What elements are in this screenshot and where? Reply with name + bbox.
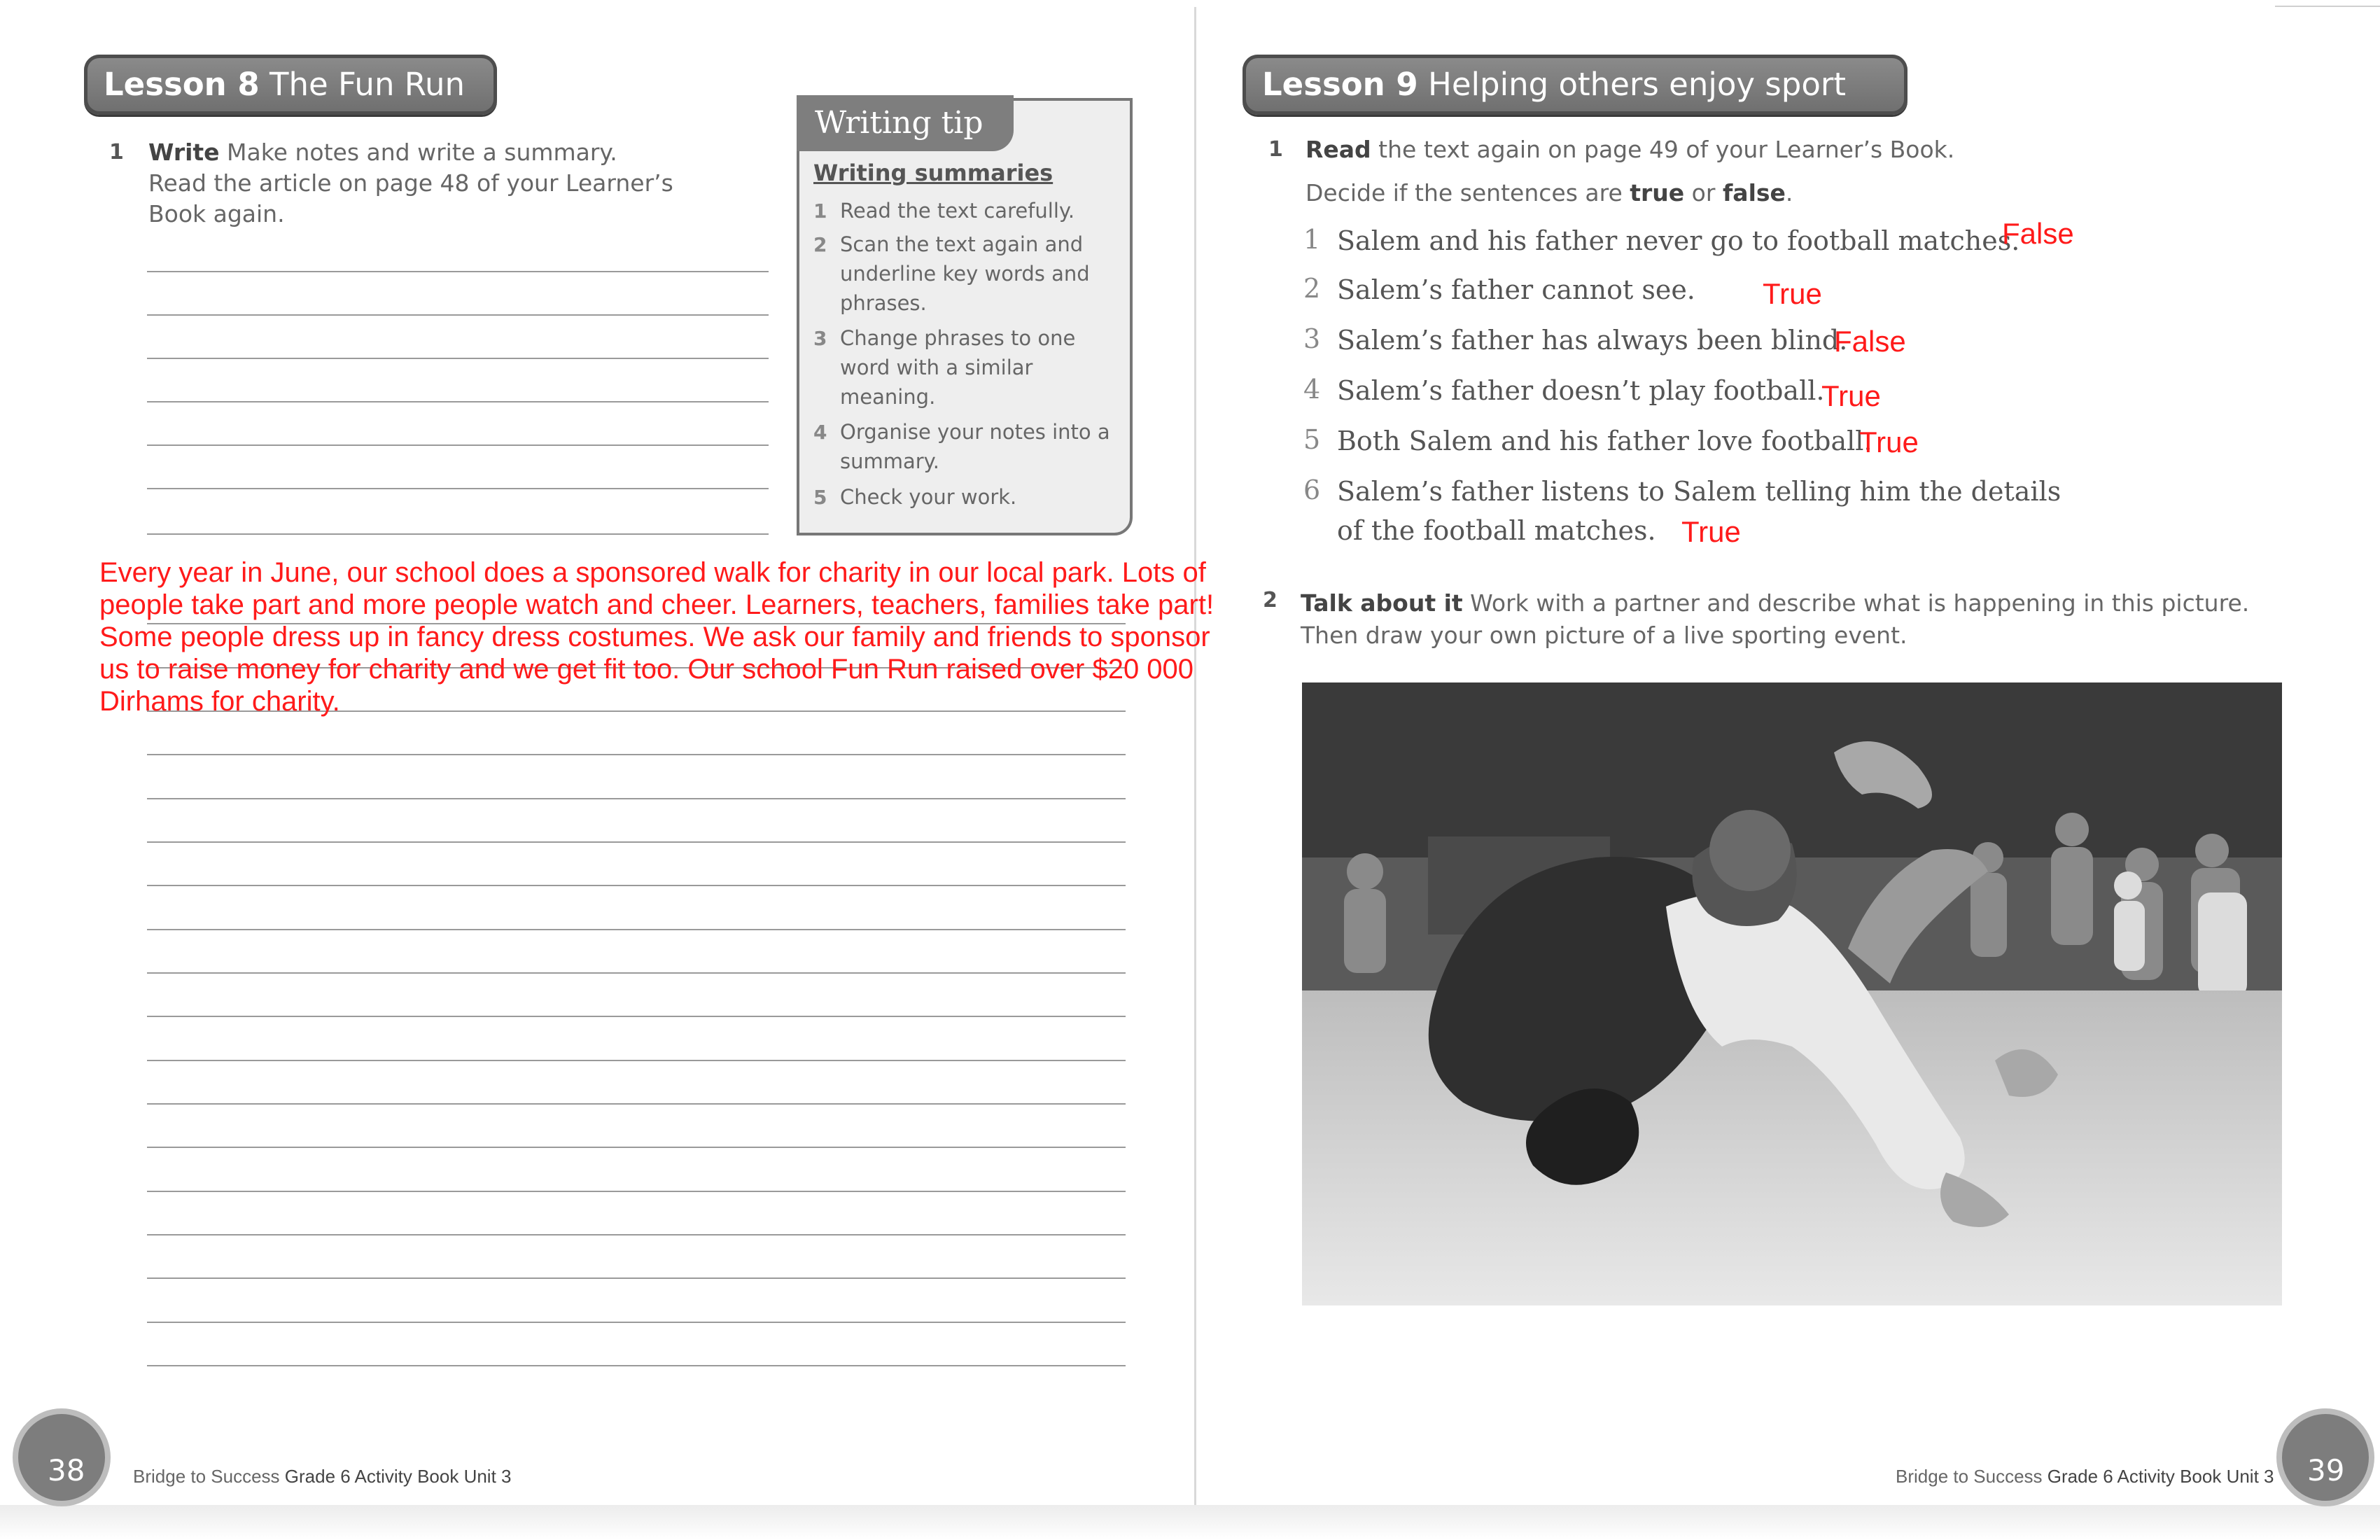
sentence-number: 1 <box>1303 224 1321 255</box>
lesson-label: Lesson 8 <box>104 66 260 103</box>
writing-line <box>147 929 1126 930</box>
sentence-text: Salem’s father has always been blind. <box>1337 325 1848 356</box>
sentence-number: 3 <box>1303 323 1321 354</box>
instruction-or: or <box>1684 179 1723 206</box>
sentence-text: Salem and his father never go to football matches. <box>1337 225 2020 256</box>
top-edge-rule <box>2275 6 2380 7</box>
tip-step-number: 1 <box>813 200 827 223</box>
exercise-number: 1 <box>109 140 124 164</box>
page-footer <box>133 1466 512 1488</box>
instruction-line-1: Make notes and write a summary. <box>219 139 617 166</box>
lesson-9-banner <box>1242 55 1907 115</box>
writing-line <box>147 754 1126 755</box>
writing-line <box>147 1322 1126 1323</box>
exercise-1-instructions <box>148 137 778 230</box>
writing-line <box>147 1147 1126 1148</box>
answer-mark: True <box>1859 426 1919 458</box>
sentence-text: Salem’s father doesn’t play football. <box>1337 375 1825 406</box>
sentence-text: Salem’s father cannot see. <box>1337 274 1695 305</box>
footer-unit: Grade 6 Activity Book Unit 3 <box>2047 1466 2274 1487</box>
sentence-number: 5 <box>1303 424 1321 455</box>
tip-step-text: Change phrases to one word with a similar meaning. <box>840 326 1076 409</box>
tip-step-number: 4 <box>813 421 827 444</box>
exercise-verb: Talk about it <box>1301 589 1463 617</box>
writing-line <box>147 1016 1126 1017</box>
writing-line <box>147 1234 1126 1236</box>
lesson-title: The Fun Run <box>270 66 465 103</box>
sentence-text-continued: of the football matches. <box>1337 515 1656 546</box>
page-bottom-shadow <box>0 1505 2380 1540</box>
tip-step-number: 2 <box>813 233 827 256</box>
writing-line <box>147 358 769 359</box>
writing-line <box>147 1278 1126 1279</box>
answer-mark: True <box>1763 277 1822 310</box>
writing-tip-subtitle: Writing summaries <box>813 160 1054 186</box>
writing-line <box>147 444 769 446</box>
instruction-text: the text again on page 49 of your Learner’s Book. <box>1371 136 1955 163</box>
lesson-label: Lesson 9 <box>1262 66 1418 103</box>
writing-line <box>147 1060 1126 1061</box>
instruction-line-2: Read the article on page 48 of your Learner’s <box>148 169 673 197</box>
answer-mark: True <box>1681 515 1741 548</box>
judo-photo-illustration <box>1302 682 2282 1306</box>
instruction-line-3: Book again. <box>148 200 285 227</box>
writing-line <box>147 271 769 272</box>
sentence-number: 6 <box>1303 475 1321 505</box>
lesson-8-banner <box>84 55 497 115</box>
page-footer <box>1896 1466 2274 1488</box>
sentence-number: 2 <box>1303 273 1321 304</box>
footer-series: Bridge to Success <box>1896 1466 2047 1487</box>
writing-line <box>147 972 1126 974</box>
tip-step-number: 5 <box>813 486 827 509</box>
tip-step-text: Scan the text again and underline key words and phrases. <box>840 232 1090 315</box>
writing-line <box>147 1365 1126 1366</box>
answer-mark: True <box>1821 379 1881 412</box>
instruction-text: Work with a partner and describe what is happening in this picture. <box>1462 589 2250 617</box>
writing-line <box>147 1103 1126 1105</box>
writing-line <box>147 314 769 316</box>
page-number: 39 <box>2307 1453 2345 1488</box>
exercise-number: 1 <box>1268 137 1283 162</box>
instruction-text: Decide if the sentences are <box>1306 179 1630 206</box>
writing-line <box>147 533 769 535</box>
exercise-verb: Write <box>148 139 220 166</box>
footer-series: Bridge to Success <box>133 1466 285 1487</box>
tip-step-text: Check your work. <box>840 485 1017 509</box>
judo-match-photo <box>1302 682 2282 1306</box>
writing-line <box>147 841 1126 843</box>
lesson-title: Helping others enjoy sport <box>1428 66 1846 103</box>
exercise-1-instruction-line-1 <box>1306 136 1954 163</box>
sentence-number: 4 <box>1303 374 1321 405</box>
exercise-verb: Read <box>1306 136 1371 163</box>
writing-line <box>147 401 769 402</box>
tip-step-number: 3 <box>813 327 827 350</box>
exercise-2-instruction-line-2: Then draw your own picture of a live sporting event. <box>1301 622 1907 649</box>
writing-line <box>147 885 1126 886</box>
exercise-1-instruction-line-2 <box>1306 179 1793 206</box>
answer-mark: False <box>2002 217 2074 250</box>
typed-summary-answer: Every year in June, our school does a sponsored walk for charity in our local park. Lots of people take part and more people watch and cheer. Learners, teachers, families take part! Some people dress up in fancy dress costumes. We ask our family and friends to sponsor us to raise money for charity and we get fit too. Our school Fun Run raised over $20 000 Dirhams for charity. <box>99 557 1214 717</box>
footer-unit: Grade 6 Activity Book Unit 3 <box>284 1466 512 1487</box>
false-keyword: false <box>1722 179 1786 206</box>
instruction-end: . <box>1785 179 1793 206</box>
answer-mark: False <box>1834 325 1906 358</box>
tip-step-text: Organise your notes into a summary. <box>840 420 1110 473</box>
tip-step-text: Read the text carefully. <box>840 199 1075 223</box>
page-number: 38 <box>48 1453 85 1488</box>
exercise-number: 2 <box>1263 588 1278 612</box>
true-keyword: true <box>1630 179 1685 206</box>
exercise-2-instruction-line-1 <box>1301 589 2249 617</box>
sentence-text: Both Salem and his father love football. <box>1337 426 1872 456</box>
book-spine <box>1194 7 1196 1512</box>
sentence-text: Salem’s father listens to Salem telling him the details <box>1337 476 2062 507</box>
writing-line <box>147 798 1126 799</box>
writing-tip-title: Writing tip <box>797 95 1014 151</box>
writing-line <box>147 488 769 489</box>
writing-line <box>147 1191 1126 1192</box>
